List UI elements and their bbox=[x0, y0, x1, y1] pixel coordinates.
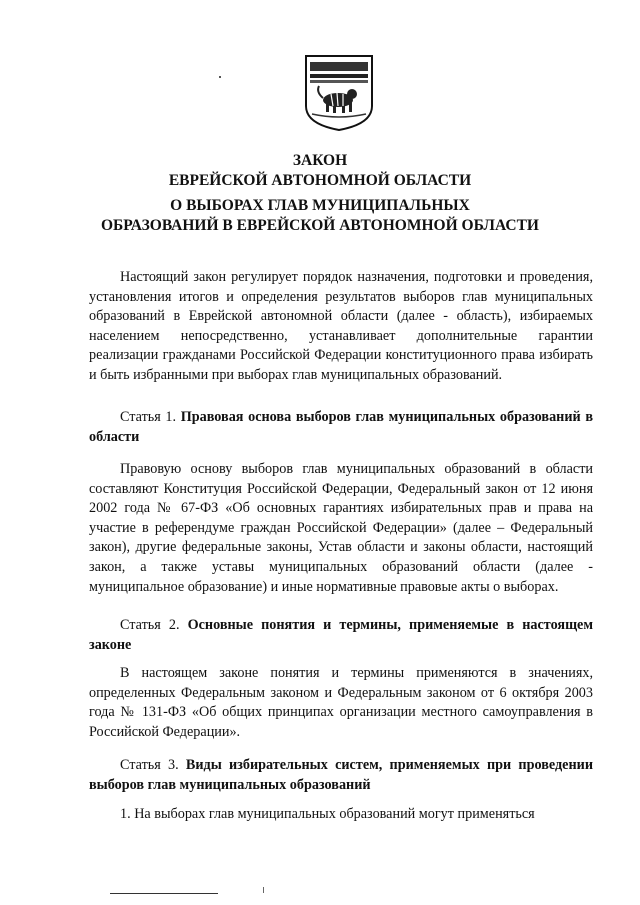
article-number: Статья 2. bbox=[120, 617, 180, 633]
article-2-heading bbox=[89, 616, 593, 655]
article-1-heading bbox=[89, 408, 593, 447]
article-title: Виды избирательных систем, применяемых при проведении выборов глав муниципальных образований bbox=[89, 757, 594, 793]
article-number: Статья 3. bbox=[120, 757, 179, 773]
article-1-text: Правовую основу выборов глав муниципальных образований в области составляют Конституция Российской Федерации, Федеральный закон от 12 июня 2002 года № 67-ФЗ «Об основных гарантиях избирательных прав и права на участие в референдуме граждан Российской Федерации» (далее – Федеральный закон), другие федеральные законы, Устав области и законы области, настоящий закон, а также уставы муниципальных образований области (далее - муниципальное образование) и иные нормативные правовые акты о выборах. bbox=[89, 461, 593, 595]
title-line-1: О ВЫБОРАХ ГЛАВ МУНИЦИПАЛЬНЫХ bbox=[170, 197, 470, 214]
article-3-text: 1. На выборах глав муниципальных образований могут применяться bbox=[120, 806, 535, 822]
coat-of-arms-emblem bbox=[304, 54, 374, 132]
article-number: Статья 1. bbox=[120, 409, 177, 425]
article-title: Основные понятия и термины, применяемые в настоящем законе bbox=[89, 617, 594, 653]
law-title-block bbox=[0, 151, 640, 191]
footer-rule bbox=[110, 893, 218, 894]
preamble-paragraph: Настоящий закон регулирует порядок назначения, подготовки и проведения, установления итогов и определения результатов выборов глав муниципальных образований в Еврейской автономной области (далее - область), избираемых населением непосредственно, устанавливает дополнительные гарантии реализации гражданами Российской Федерации конституционного права избирать и быть избранными при выборах глав муниципальных образований. bbox=[89, 269, 593, 383]
article-3-heading bbox=[89, 756, 593, 795]
article-title: Правовая основа выборов глав муниципальных образований в области bbox=[89, 409, 593, 445]
title-line-2: ОБРАЗОВАНИЙ В ЕВРЕЙСКОЙ АВТОНОМНОЙ ОБЛАСТИ bbox=[100, 217, 539, 234]
scan-mark bbox=[263, 887, 264, 893]
article-2-text: В настоящем законе понятия и термины применяются в значениях, определенных Федеральным законом и Федеральным законом от 6 октября 2003 года № 131-ФЗ «Об общих принципах организации местного самоуправления в Российской Федерации». bbox=[89, 665, 593, 740]
law-word: ЗАКОН bbox=[292, 152, 348, 169]
scan-speck bbox=[219, 76, 221, 78]
law-subject-title bbox=[0, 196, 640, 236]
region-name: ЕВРЕЙСКОЙ АВТОНОМНОЙ ОБЛАСТИ bbox=[168, 172, 472, 189]
